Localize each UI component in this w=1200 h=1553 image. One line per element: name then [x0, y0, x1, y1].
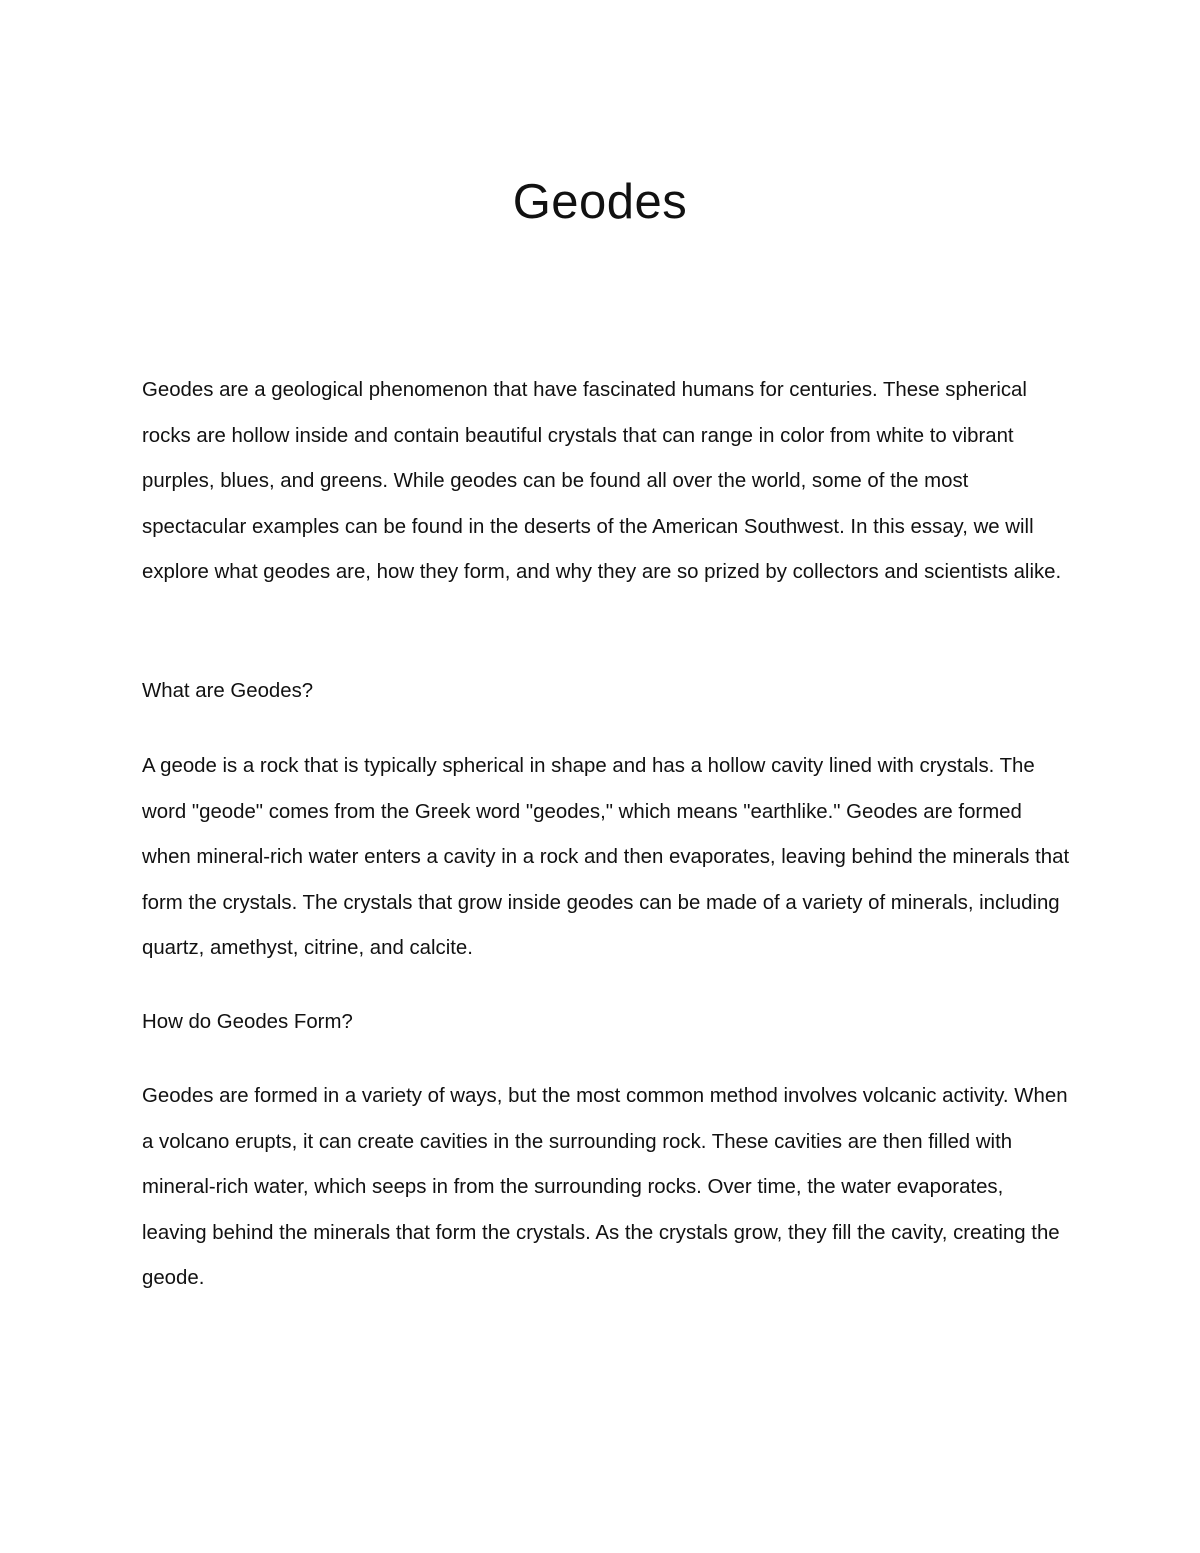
section-paragraph-what-are-geodes: A geode is a rock that is typically spherical in shape and has a hollow cavity lined with crystals. The word "geode" comes from the Greek word "geodes," which means "earthlike." Geodes are formed when mineral-rich water enters a cavity in a rock and then evaporates, leaving behind the minerals that form the crystals. The crystals that grow inside geodes can be made of a variety of minerals, including quartz, amethyst, citrine, and calcite. — [142, 755, 1070, 959]
section-paragraph-how-geodes-form: Geodes are formed in a variety of ways, but the most common method involves volcanic activity. When a volcano erupts, it can create cavities in the surrounding rock. These cavities are then filled with mineral-rich water, which seeps in from the surrounding rocks. Over time, the water evaporates, leaving behind the minerals that form the crystals. As the crystals grow, they fill the cavity, creating the geode. — [142, 1085, 1068, 1289]
section-heading-how-geodes-form: How do Geodes Form? — [142, 1011, 353, 1033]
section-heading-what-are-geodes: What are Geodes? — [142, 680, 314, 702]
document-title: Geodes — [512, 175, 688, 229]
intro-paragraph: Geodes are a geological phenomenon that have fascinated humans for centuries. These spherical rocks are hollow inside and contain beautiful crystals that can range in color from white to vibrant purples, blues, and greens. While geodes can be found all over the world, some of the most spectacular examples can be found in the deserts of the American Southwest. In this essay, we will explore what geodes are, how they form, and why they are so prized by collectors and scientists alike. — [142, 379, 1062, 583]
